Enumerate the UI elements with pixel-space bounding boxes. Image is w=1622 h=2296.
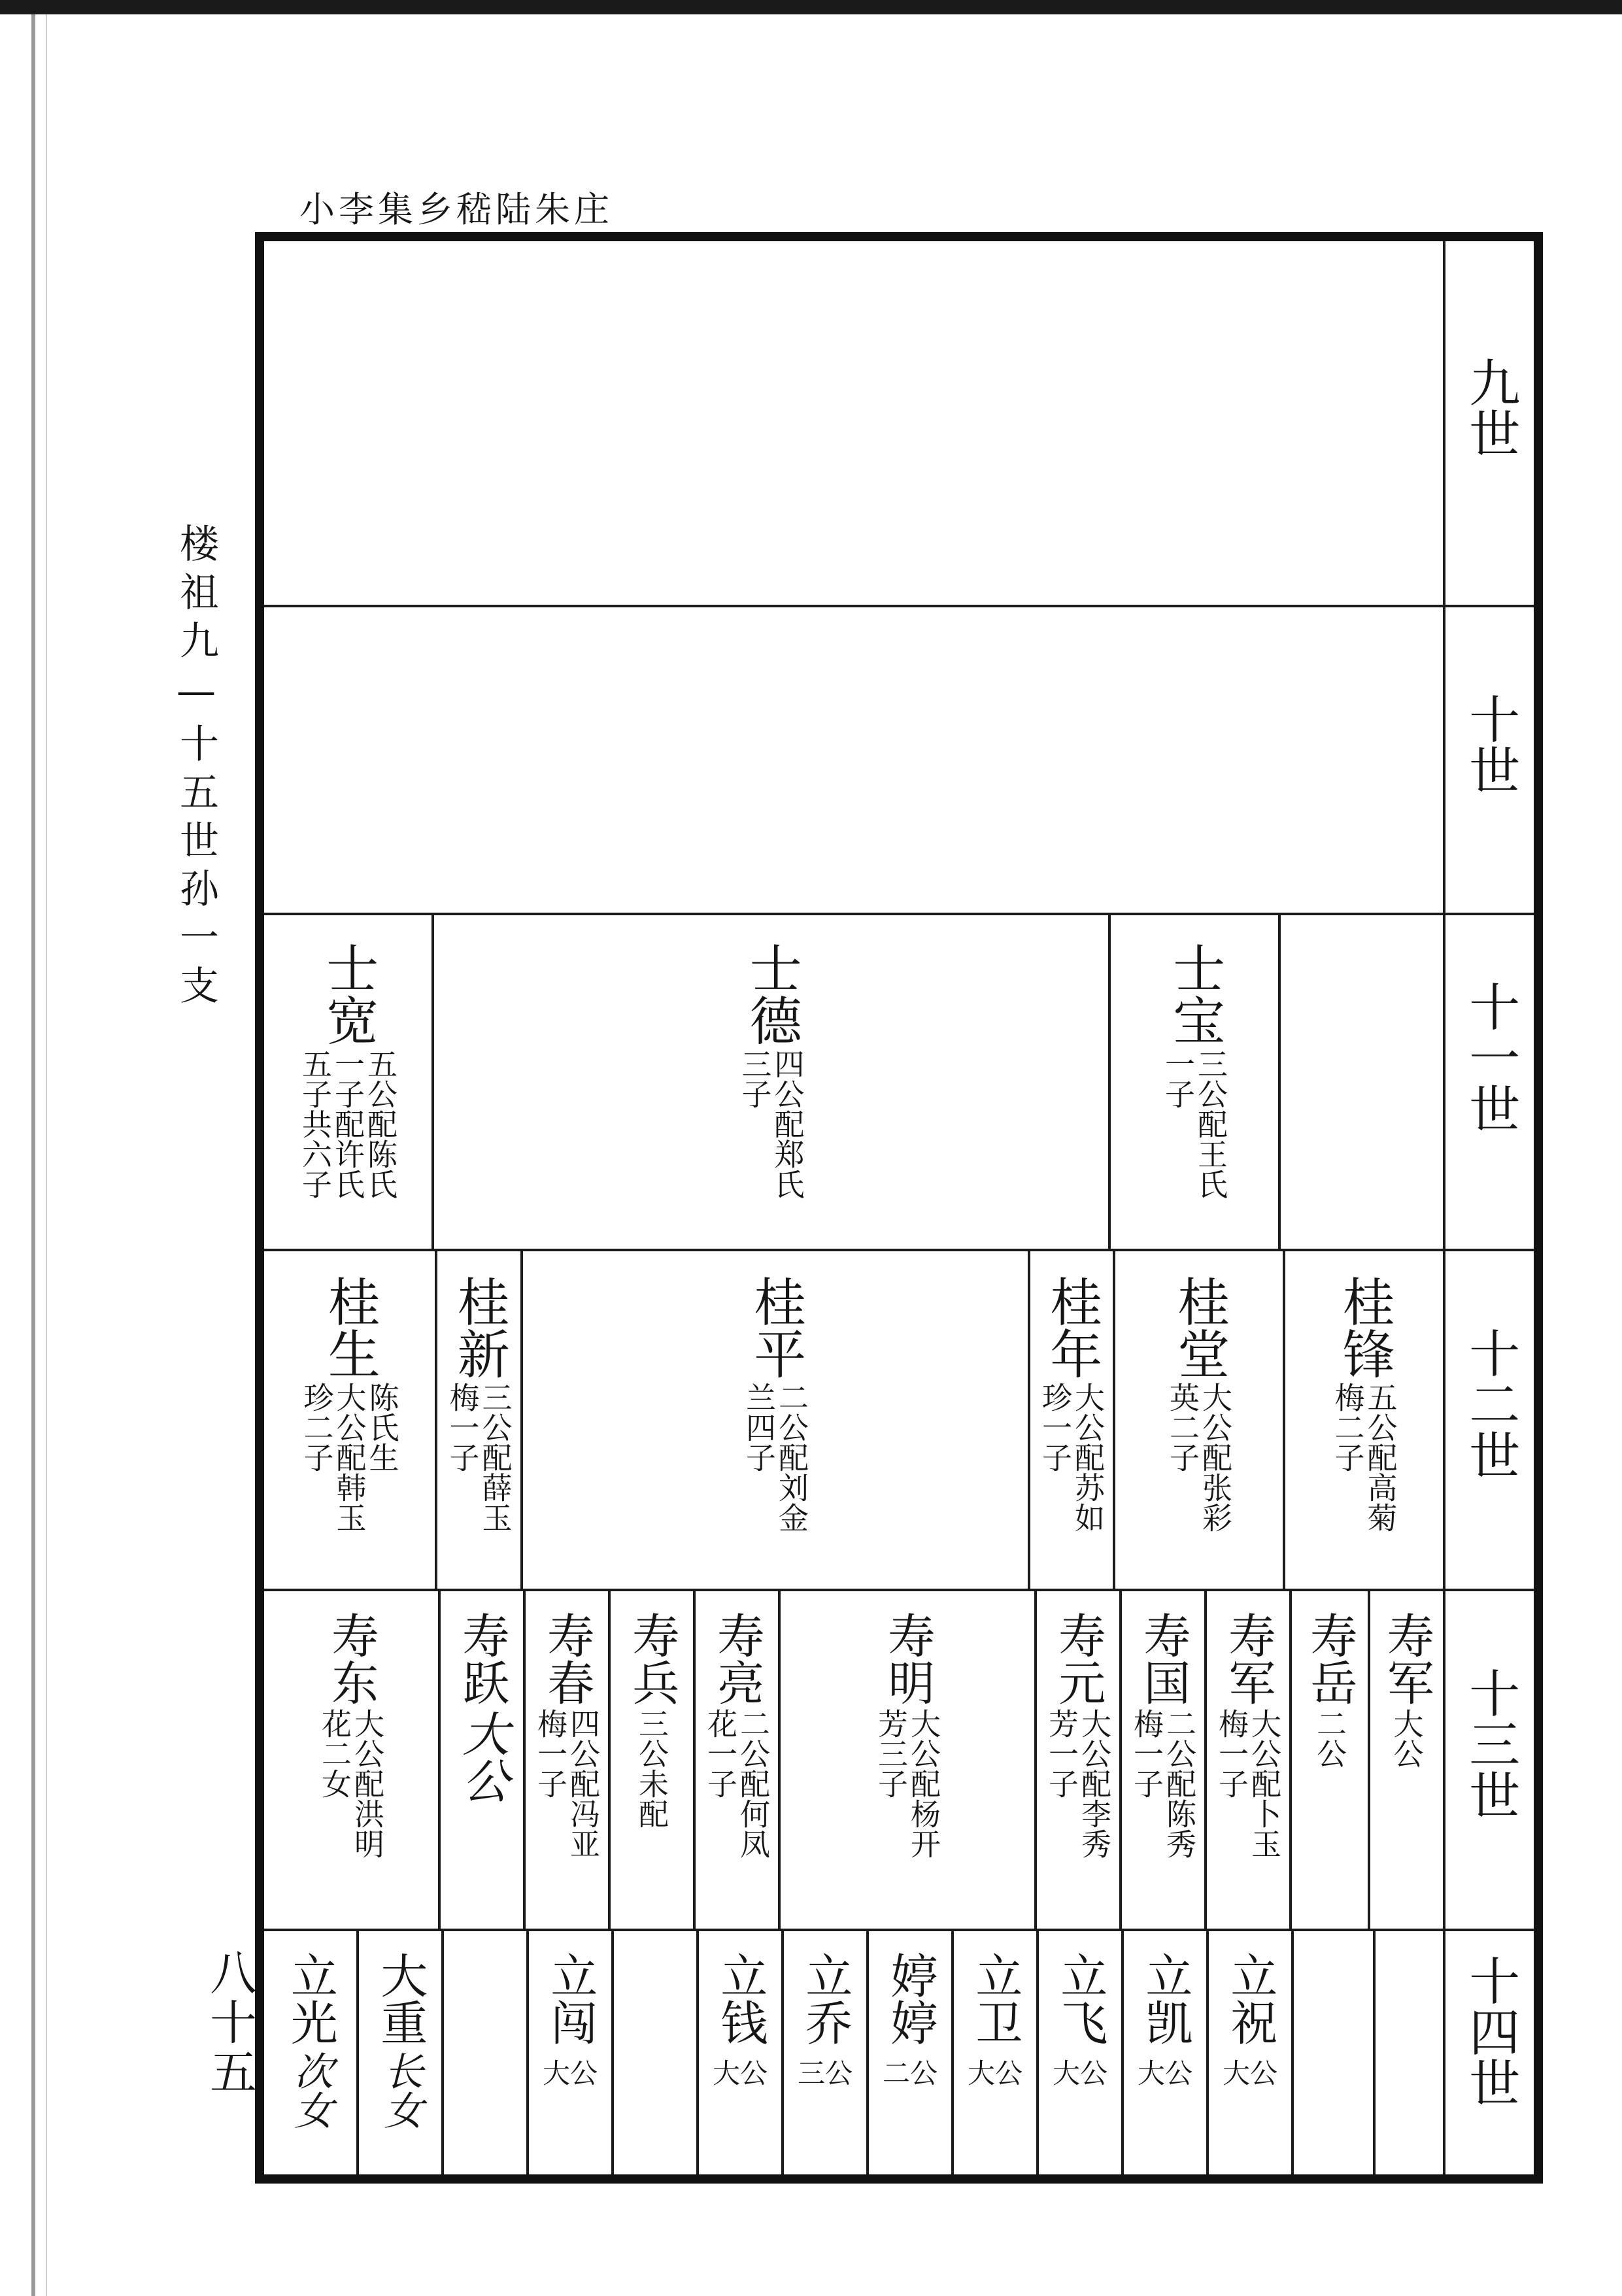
person-note: 大公	[1389, 1708, 1425, 1768]
person-entry	[1030, 1275, 1113, 1532]
label-column-divider	[1443, 241, 1445, 2174]
person-entry	[696, 1612, 778, 1859]
person-name: 桂平	[745, 1275, 806, 1379]
column-divider	[611, 1930, 614, 2174]
birth-rank: 大公	[712, 2057, 768, 2089]
person-note: 大公配张彩 英二子	[1165, 1382, 1233, 1532]
person-note: 四公配郑氏 三子	[737, 1049, 805, 1199]
page-number: 八十五	[202, 1948, 257, 2097]
header-title: 小李集乡嵇陆朱庄	[299, 189, 613, 230]
person-entry	[1039, 1951, 1121, 2091]
person-note: 大公配卜玉 梅一子	[1214, 1708, 1282, 1859]
person-entry	[264, 941, 431, 1199]
person-entry	[264, 1275, 435, 1532]
person-name: 寿东	[324, 1612, 379, 1706]
person-note: 五公配陈氏 一子配许氏 五子共六子	[297, 1049, 398, 1199]
birth-rank: 三公	[797, 2057, 853, 2089]
person-name: 婷婷	[883, 1951, 938, 2046]
birth-rank: 二公	[882, 2057, 938, 2089]
person-entry	[1115, 1275, 1283, 1532]
person-note: 五公配高菊 梅二子	[1330, 1382, 1398, 1532]
person-entry	[264, 1951, 356, 2129]
generation-label-14: 十四世	[1461, 1955, 1520, 2108]
person-note: 陈氏生 大公配韩玉 珍二子	[299, 1382, 400, 1532]
person-entry	[954, 1951, 1036, 2091]
person-name: 寿亮	[709, 1612, 765, 1706]
birth-rank: 大公	[1137, 2057, 1192, 2089]
person-name: 立光	[282, 1951, 338, 2046]
person-name: 立钱	[713, 1951, 768, 2046]
person-entry	[781, 1612, 1034, 1859]
person-note: 二公配陈秀 梅一子	[1129, 1708, 1197, 1859]
person-name: 桂新	[448, 1275, 510, 1379]
column-divider	[1291, 1930, 1294, 2174]
person-note: 二公	[1312, 1708, 1347, 1768]
person-name: 立凯	[1138, 1951, 1193, 2046]
generation-label-12: 十二世	[1461, 1327, 1520, 1480]
person-entry	[699, 1951, 781, 2091]
handwritten-note: 次女	[288, 2051, 333, 2129]
person-entry	[1292, 1612, 1368, 1768]
person-entry	[529, 1951, 611, 2091]
row-divider	[264, 1589, 1534, 1591]
person-entry	[1124, 1951, 1206, 2091]
person-note: 大公配杨开 芳三子	[873, 1708, 941, 1859]
person-name: 寿岳	[1302, 1612, 1358, 1706]
person-entry	[1209, 1951, 1291, 2091]
birth-rank: 大公	[967, 2057, 1022, 2089]
person-note: 三公配王氏 一子	[1160, 1049, 1228, 1199]
person-entry	[1122, 1612, 1204, 1859]
birth-rank: 大公	[542, 2057, 598, 2089]
handwritten-note: 长女	[377, 2051, 424, 2129]
person-note: 大公配洪明 花二女	[317, 1708, 385, 1859]
person-name: 寿国	[1136, 1612, 1191, 1706]
person-name: 桂锋	[1334, 1275, 1395, 1379]
row-divider	[264, 1929, 1534, 1931]
person-note: 三公配薛玉 梅一子	[445, 1382, 513, 1532]
person-note: 二公配刘金 兰四子	[741, 1382, 809, 1532]
handwritten-note: 大公	[454, 1710, 510, 1804]
row-divider	[264, 1249, 1534, 1251]
person-name: 寿兵	[624, 1612, 680, 1706]
generation-label-13: 十三世	[1461, 1667, 1520, 1820]
person-name: 桂堂	[1168, 1275, 1230, 1379]
person-name: 寿元	[1051, 1612, 1106, 1706]
person-name: 大重	[373, 1951, 428, 2046]
generation-label-9: 九世	[1461, 356, 1520, 458]
generation-label-11: 十一世	[1461, 981, 1520, 1134]
person-note: 三公未配	[634, 1708, 669, 1829]
generation-label-10: 十世	[1461, 693, 1520, 795]
person-note: 二公配何凤 花一子	[703, 1708, 771, 1859]
person-name: 寿春	[539, 1612, 595, 1706]
genealogy-table-frame	[255, 232, 1543, 2184]
person-entry	[437, 1275, 520, 1532]
side-title: 楼祖九—十五世孙一支	[173, 523, 219, 1013]
person-name: 士宝	[1164, 941, 1225, 1046]
column-divider	[1278, 914, 1281, 1249]
scan-binding-edge-inner	[46, 14, 47, 2296]
birth-rank: 大公	[1052, 2057, 1107, 2089]
column-divider	[1373, 1930, 1376, 2174]
scan-top-edge	[0, 0, 1622, 14]
person-note: 大公配苏如 珍一子	[1038, 1382, 1106, 1532]
person-note: 四公配冯亚 梅一子	[533, 1708, 601, 1859]
scan-binding-edge	[31, 14, 35, 2296]
person-entry	[1111, 941, 1278, 1199]
person-entry	[434, 941, 1108, 1199]
person-entry	[784, 1951, 866, 2091]
person-name: 立闯	[543, 1951, 598, 2046]
person-entry	[264, 1612, 438, 1859]
person-name: 寿明	[880, 1612, 936, 1706]
person-entry	[869, 1951, 951, 2091]
person-entry	[526, 1612, 608, 1859]
person-name: 立卫	[968, 1951, 1023, 2046]
person-entry	[611, 1612, 693, 1829]
person-entry	[1285, 1275, 1443, 1532]
person-entry	[1037, 1612, 1119, 1859]
birth-rank: 大公	[1222, 2057, 1277, 2089]
person-name: 寿军	[1379, 1612, 1434, 1706]
person-name: 士宽	[317, 941, 379, 1046]
person-entry	[1370, 1612, 1443, 1768]
person-name: 桂年	[1041, 1275, 1102, 1379]
person-entry	[523, 1275, 1028, 1532]
person-name: 士德	[741, 941, 802, 1046]
person-name: 寿跃	[454, 1612, 510, 1706]
person-name: 桂生	[319, 1275, 380, 1379]
person-name: 立乔	[798, 1951, 853, 2046]
person-name: 立飞	[1053, 1951, 1108, 2046]
person-name: 立祝	[1223, 1951, 1278, 2046]
person-name: 寿军	[1221, 1612, 1276, 1706]
column-divider	[441, 1930, 444, 2174]
row-divider	[264, 605, 1534, 607]
person-note: 大公配李秀 芳一子	[1044, 1708, 1112, 1859]
person-entry	[441, 1612, 523, 1804]
person-entry	[1207, 1612, 1289, 1859]
row-divider	[264, 913, 1534, 915]
person-entry	[359, 1951, 441, 2129]
